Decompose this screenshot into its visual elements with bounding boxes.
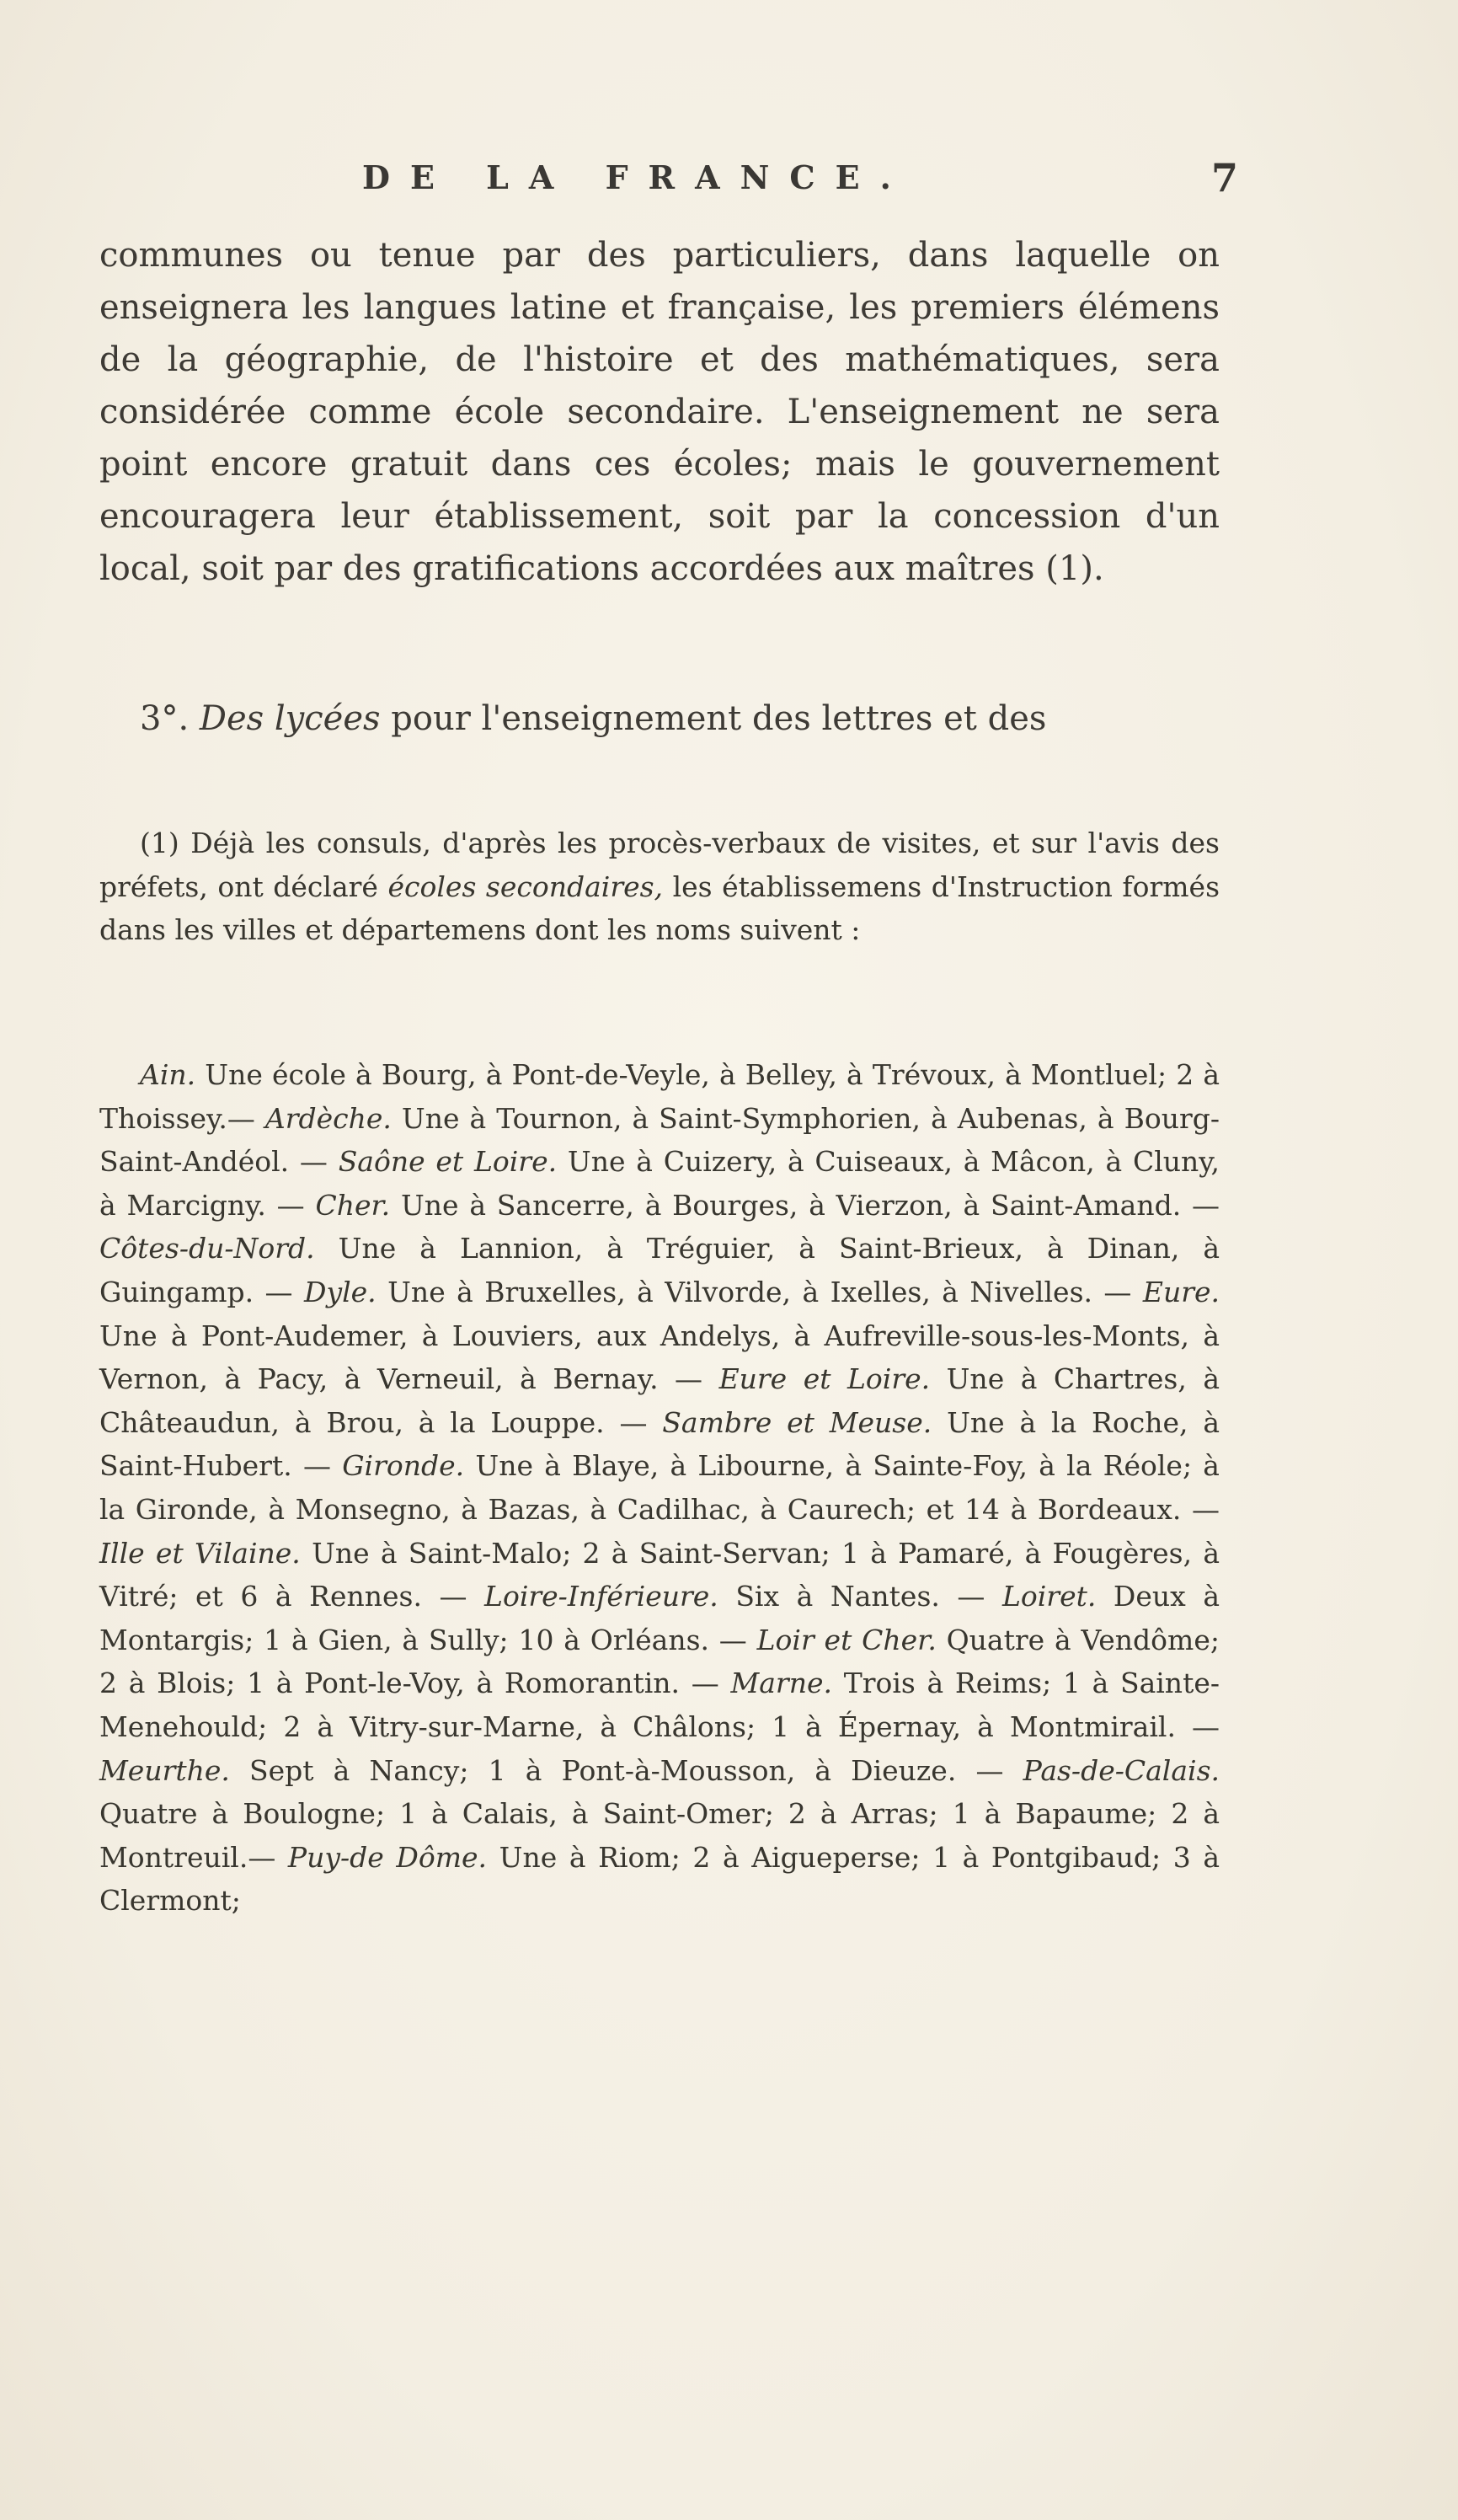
department-schools: Six à Nantes. — xyxy=(735,1580,985,1613)
department-schools: Une à Tournon, à Saint-Symphorien, à Aubenas, à Bourg-Saint-Andéol. — xyxy=(99,1101,1220,1179)
department-name: Puy-de Dôme. xyxy=(287,1840,488,1874)
department-schools: Une à Bruxelles, à Vilvorde, à Ixelles, à Nivelles. — xyxy=(387,1275,1132,1308)
department-schools: Sept à Nancy; 1 à Pont-à-Mousson, à Dieuze. — xyxy=(249,1753,1004,1787)
page-number: 7 xyxy=(1210,155,1238,201)
department-list xyxy=(99,1053,1220,1923)
department-name: Loiret. xyxy=(1001,1580,1097,1613)
department-schools: Quatre à Vendôme; 2 à Blois; 1 à Pont-le-Voy, à Romorantin. — xyxy=(99,1623,1220,1700)
department-name: Ardèche. xyxy=(264,1101,392,1135)
department-schools: Une à Saint-Malo; 2 à Saint-Servan; 1 à Pamaré, à Fougères, à Vitré; et 6 à Rennes. — xyxy=(99,1536,1220,1613)
section-lycees xyxy=(99,693,1220,745)
department-schools: Une à Blaye, à Libourne, à Sainte-Foy, à la Réole; à la Gironde, à Monsegno, à Bazas, à Cadilhac, à Caurech; et 14 à Bordeaux. — xyxy=(99,1449,1220,1526)
department-name: Sambre et Meuse. xyxy=(662,1405,932,1439)
department-name: Eure et Loire. xyxy=(718,1362,931,1396)
department-schools: Une à Pont-Audemer, à Louviers, aux Andelys, à Aufreville-sous-les-Monts, à Vernon, à Pacy, à Verneuil, à Bernay. — xyxy=(99,1319,1220,1396)
department-schools: Deux à Montargis; 1 à Gien, à Sully; 10 à Orléans. — xyxy=(99,1580,1220,1656)
footnote-intro xyxy=(99,821,1220,952)
department-name: Loir et Cher. xyxy=(756,1623,937,1656)
footnote-marker: (1) xyxy=(140,827,179,859)
footnote-text-after: les établissemens d'Instruction formés dans les villes et départemens dont les noms suivent : xyxy=(99,869,1220,946)
department-name: Dyle. xyxy=(304,1275,377,1308)
main-paragraph xyxy=(99,229,1220,595)
department-schools: Une à Cuizery, à Cuiseaux, à Mâcon, à Cluny, à Marcigny. — xyxy=(99,1145,1220,1222)
department-name: Eure. xyxy=(1142,1275,1220,1308)
department-name: Pas-de-Calais. xyxy=(1023,1753,1220,1787)
department-name: Marne. xyxy=(730,1667,832,1700)
department-schools: Une à Sancerre, à Bourges, à Vierzon, à Saint-Amand. — xyxy=(400,1188,1220,1222)
department-schools: Une école à Bourg, à Pont-de-Veyle, à Belley, à Trévoux, à Montluel; 2 à Thoissey.— xyxy=(99,1058,1220,1135)
department-name: Meurthe. xyxy=(99,1753,230,1787)
section-text: pour l'enseignement des lettres et des xyxy=(391,699,1047,738)
running-head: DE LA FRANCE. xyxy=(362,158,911,196)
department-entry xyxy=(304,1276,1143,1308)
department-schools: Une à la Roche, à Saint-Hubert. — xyxy=(99,1405,1220,1483)
department-entry xyxy=(315,1189,1220,1222)
section-number: 3°. xyxy=(140,699,190,738)
department-name: Ain. xyxy=(140,1058,196,1091)
department-name: Loire-Inférieure. xyxy=(484,1580,718,1613)
department-name: Saône et Loire. xyxy=(338,1145,558,1179)
department-name: Ille et Vilaine. xyxy=(99,1536,301,1570)
department-entry xyxy=(484,1580,1002,1613)
section-title: Des lycées xyxy=(199,699,381,738)
department-entry xyxy=(99,1754,1023,1787)
department-schools: Une à Riom; 2 à Aigueperse; 1 à Pontgibaud; 3 à Clermont; xyxy=(99,1840,1220,1918)
main-paragraph-text: communes ou tenue par des particuliers, dans laquelle on enseignera les langues latine et française, les premiers élémens de la géographie, de l'histoire et des mathématiques, sera considérée comme école secondaire. L'enseignement ne sera point encore gratuit dans ces écoles; mais le gouvernement encouragera leur établissement, soit par la concession d'un local, soit par des gratifications accordées aux maîtres (1). xyxy=(99,236,1220,588)
footnote-text-before: Déjà les consuls, d'après les procès-verbaux de visites, et sur l'avis des préfets, ont déclaré xyxy=(99,827,1220,903)
department-schools: Quatre à Boulogne; 1 à Calais, à Saint-Omer; 2 à Arras; 1 à Bapaume; 2 à Montreuil.— xyxy=(99,1797,1220,1874)
department-schools: Trois à Reims; 1 à Sainte-Menehould; 2 à Vitry-sur-Marne, à Châlons; 1 à Épernay, à Montmirail. — xyxy=(99,1667,1220,1743)
page-header xyxy=(93,155,1238,217)
department-name: Cher. xyxy=(315,1188,391,1222)
footnote-emphasis: écoles secondaires, xyxy=(387,869,664,903)
department-schools: Une à Chartres, à Châteaudun, à Brou, à la Louppe. — xyxy=(99,1362,1220,1439)
department-name: Côtes-du-Nord. xyxy=(99,1232,315,1265)
department-schools: Une à Lannion, à Tréguier, à Saint-Brieux, à Dinan, à Guingamp. — xyxy=(99,1232,1220,1308)
department-name: Gironde. xyxy=(342,1449,465,1483)
